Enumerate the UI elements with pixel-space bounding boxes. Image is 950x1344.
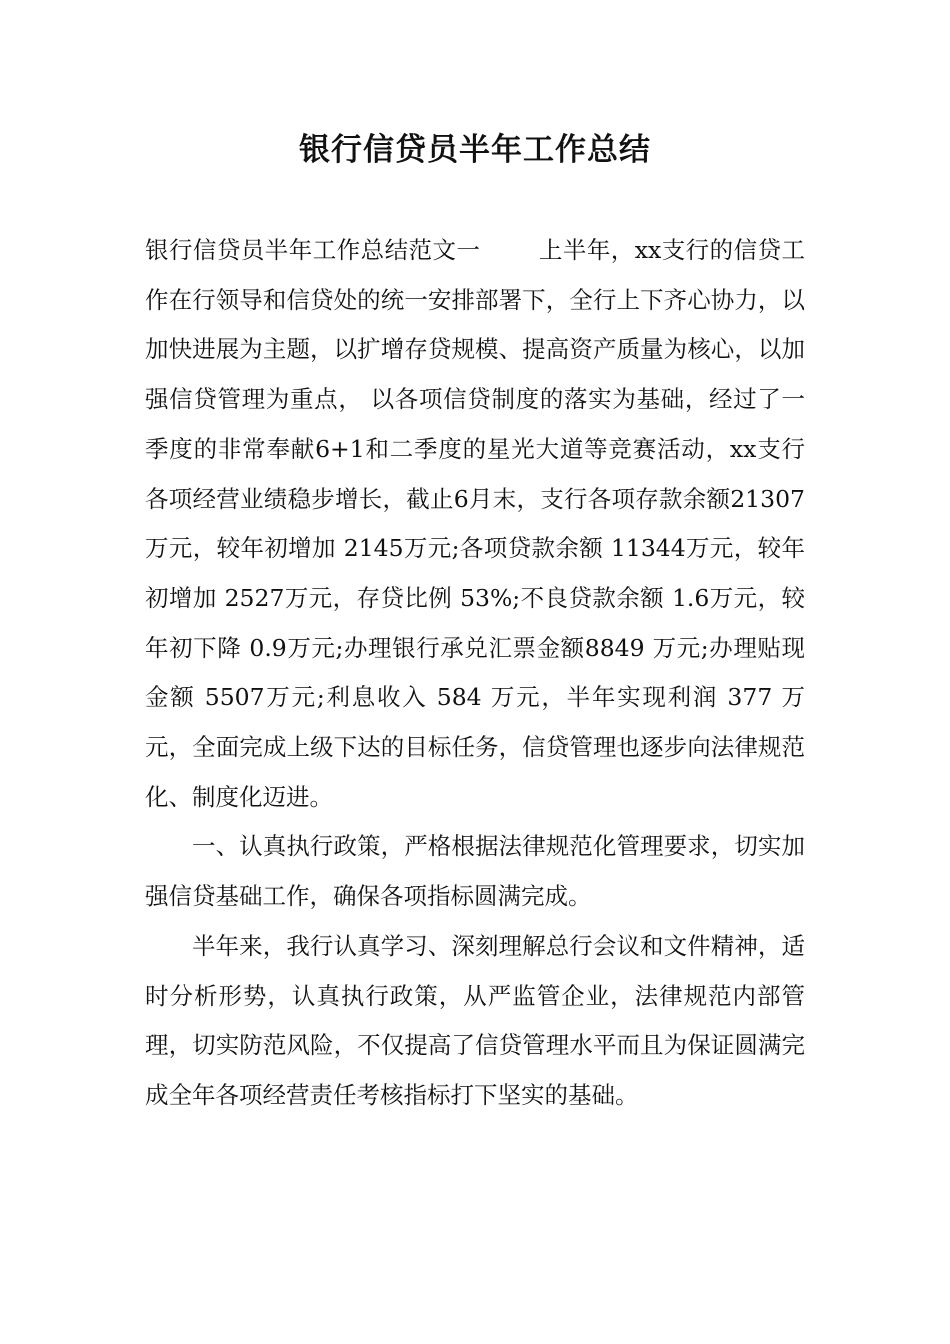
document-body (145, 226, 805, 1121)
paragraph-3: 半年来，我行认真学习、深刻理解总行会议和文件精神，适时分析形势，认真执行政策，从严监管企业，法律规范内部管理，切实防范风险，不仅提高了信贷管理水平而且为保证圆满完成全年各项经营责任考核指标打下坚实的基础。 (145, 931, 805, 1109)
paragraph-section-heading: 一、认真执行政策，严格根据法律规范化管理要求，切实加强信贷基础工作，确保各项指标圆满完成。 (145, 832, 805, 911)
intro-label: 银行信贷员半年工作总结范文一 (145, 236, 481, 264)
document-title: 银行信贷员半年工作总结 (299, 132, 651, 168)
paragraph-intro (145, 226, 805, 822)
paragraph-1-text: 上半年，xx支行的信贷工作在行领导和信贷处的统一安排部署下，全行上下齐心协力，以加快进展为主题，以扩增存贷规模、提高资产质量为核心，以加强信贷管理为重点， 以各项信贷制度的落实为基础，经过了一季度的非常奉献6+1和二季度的星光大道等竞赛活动，xx支行各项经营业绩稳步增长，截止6月末，支行各项存款余额21307万元，较年初增加 2145万元;各项贷款余额 11344万元，较年初增加 2527万元，存贷比例 53%;不良贷款余额 1.6万元，较年初下降 0.9万元;办理银行承兑汇票金额8849 万元;办理贴现金额 5507万元;利息收入 584 万元，半年实现利润 377 万元，全面完成上级下达的目标任务，信贷管理也逐步向法律规范化、制度化迈进。 (145, 236, 805, 811)
